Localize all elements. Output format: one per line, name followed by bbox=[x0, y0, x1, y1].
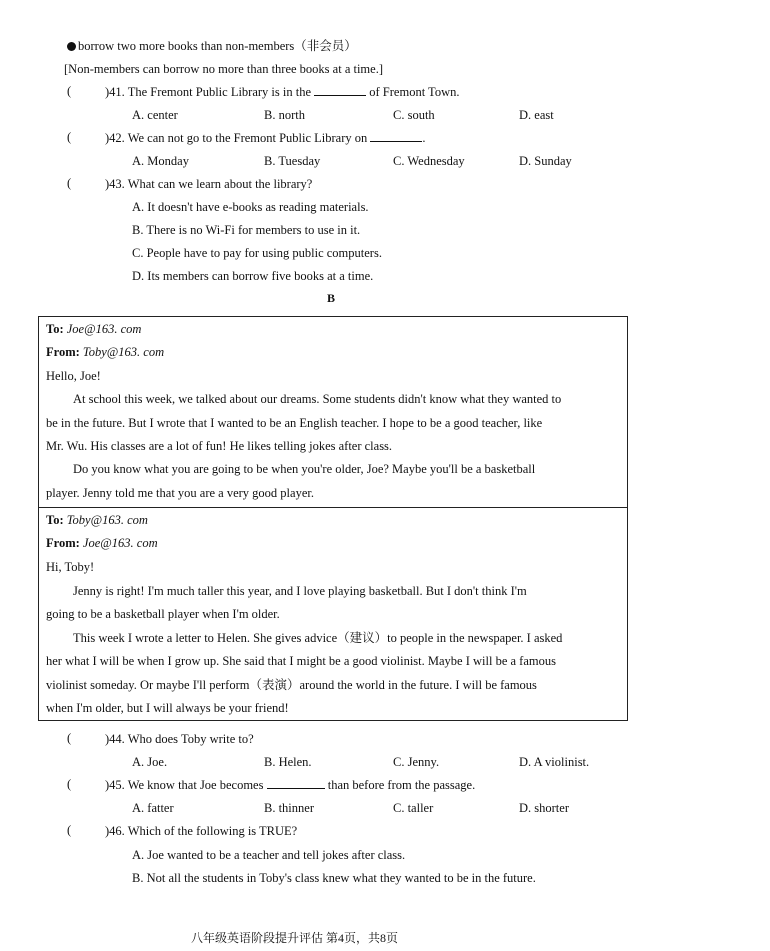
email1-from bbox=[46, 344, 164, 360]
email1-line: be in the future. But I wrote that I wanted to be an English teacher. I hope to be a good teacher, like bbox=[46, 416, 543, 430]
to-label: To: bbox=[46, 322, 64, 336]
bullet-dot-icon bbox=[67, 42, 76, 51]
from-label: From: bbox=[46, 345, 80, 359]
email-divider bbox=[38, 507, 628, 508]
option-d[interactable]: D. shorter bbox=[519, 801, 569, 815]
answer-paren[interactable]: ( bbox=[67, 176, 72, 190]
question-42 bbox=[105, 130, 426, 146]
question-stem-end: than before from the passage. bbox=[327, 778, 476, 792]
question-number: )46. bbox=[105, 824, 125, 838]
option-b[interactable]: B. Not all the students in Toby's class knew what they wanted to be in the future. bbox=[132, 871, 536, 885]
answer-blank[interactable] bbox=[267, 777, 325, 789]
bullet-line bbox=[67, 38, 357, 54]
option-c[interactable]: C. Jenny. bbox=[393, 755, 440, 769]
email2-to bbox=[46, 512, 148, 528]
option-c[interactable]: C. south bbox=[393, 108, 435, 122]
question-stem-end: of Fremont Town. bbox=[369, 85, 460, 99]
email2-line: violinist someday. Or maybe I'll perform（表演）around the world in the future. I will be famous bbox=[46, 678, 537, 692]
answer-paren[interactable]: ( bbox=[67, 823, 72, 837]
option-b[interactable]: B. Tuesday bbox=[264, 154, 321, 168]
question-stem: We can not go to the Fremont Public Library on bbox=[127, 131, 368, 145]
option-c[interactable]: C. People have to pay for using public computers. bbox=[132, 246, 382, 260]
option-a[interactable]: A. It doesn't have e-books as reading materials. bbox=[132, 200, 369, 214]
option-b[interactable]: B. There is no Wi-Fi for members to use in it. bbox=[132, 223, 361, 237]
option-a[interactable]: A. Monday bbox=[132, 154, 189, 168]
email2-greeting: Hi, Toby! bbox=[46, 560, 95, 574]
from-address: Toby@163. com bbox=[82, 345, 165, 359]
email2-line: This week I wrote a letter to Helen. She gives advice（建议）to people in the newspaper. I asked bbox=[73, 631, 563, 645]
question-stem-end: . bbox=[422, 131, 426, 145]
email1-line: Do you know what you are going to be when you're older, Joe? Maybe you'll be a basketball bbox=[73, 462, 536, 476]
email1-line: player. Jenny told me that you are a very good player. bbox=[46, 486, 314, 500]
bullet-text: borrow two more books than non-members（非会员） bbox=[78, 39, 357, 53]
answer-paren[interactable]: ( bbox=[67, 84, 72, 98]
option-a[interactable]: A. Joe. bbox=[132, 755, 168, 769]
email1-greeting: Hello, Joe! bbox=[46, 369, 101, 383]
question-43 bbox=[105, 176, 312, 192]
answer-blank[interactable] bbox=[314, 84, 366, 96]
question-number: )41. bbox=[105, 85, 125, 99]
question-stem: Which of the following is TRUE? bbox=[127, 824, 298, 838]
option-d[interactable]: D. A violinist. bbox=[519, 755, 590, 769]
from-label: From: bbox=[46, 536, 80, 550]
email2-line: her what I will be when I grow up. She said that I might be a good violinist. Maybe I will be a famous bbox=[46, 654, 556, 668]
question-44 bbox=[105, 731, 254, 747]
from-address: Joe@163. com bbox=[82, 536, 158, 550]
question-41 bbox=[105, 84, 459, 100]
option-d[interactable]: D. Sunday bbox=[519, 154, 572, 168]
email2-line: Jenny is right! I'm much taller this year, and I love playing basketball. But I don't think I'm bbox=[73, 584, 527, 598]
option-a[interactable]: A. center bbox=[132, 108, 178, 122]
to-label: To: bbox=[46, 513, 64, 527]
question-45 bbox=[105, 777, 475, 793]
option-a[interactable]: A. Joe wanted to be a teacher and tell jokes after class. bbox=[132, 848, 406, 862]
email1-to bbox=[46, 321, 141, 337]
option-d[interactable]: D. Its members can borrow five books at a time. bbox=[132, 269, 374, 283]
question-number: )45. bbox=[105, 778, 125, 792]
to-address: Toby@163. com bbox=[66, 513, 148, 527]
option-d[interactable]: D. east bbox=[519, 108, 554, 122]
email2-from bbox=[46, 535, 158, 551]
to-address: Joe@163. com bbox=[66, 322, 142, 336]
question-stem: We know that Joe becomes bbox=[127, 778, 264, 792]
page-footer: 八年级英语阶段提升评估 第4页，共8页 bbox=[191, 931, 399, 945]
question-number: )43. bbox=[105, 177, 125, 191]
question-stem: What can we learn about the library? bbox=[127, 177, 313, 191]
option-c[interactable]: C. taller bbox=[393, 801, 434, 815]
answer-paren[interactable]: ( bbox=[67, 130, 72, 144]
option-b[interactable]: B. north bbox=[264, 108, 305, 122]
question-number: )42. bbox=[105, 131, 125, 145]
section-title: B bbox=[327, 291, 336, 305]
option-b[interactable]: B. thinner bbox=[264, 801, 314, 815]
answer-paren[interactable]: ( bbox=[67, 777, 72, 791]
email2-line: going to be a basketball player when I'm older. bbox=[46, 607, 280, 621]
option-b[interactable]: B. Helen. bbox=[264, 755, 312, 769]
email2-line: when I'm older, but I will always be your friend! bbox=[46, 701, 289, 715]
option-a[interactable]: A. fatter bbox=[132, 801, 174, 815]
answer-paren[interactable]: ( bbox=[67, 731, 72, 745]
option-c[interactable]: C. Wednesday bbox=[393, 154, 465, 168]
answer-blank[interactable] bbox=[370, 130, 422, 142]
email1-line: Mr. Wu. His classes are a lot of fun! He likes telling jokes after class. bbox=[46, 439, 393, 453]
question-number: )44. bbox=[105, 732, 125, 746]
email1-line: At school this week, we talked about our dreams. Some students didn't know what they wanted to bbox=[73, 392, 562, 406]
question-46 bbox=[105, 823, 297, 839]
question-stem: Who does Toby write to? bbox=[127, 732, 254, 746]
note-line: [Non-members can borrow no more than three books at a time.] bbox=[64, 62, 383, 76]
question-stem: The Fremont Public Library is in the bbox=[127, 85, 312, 99]
